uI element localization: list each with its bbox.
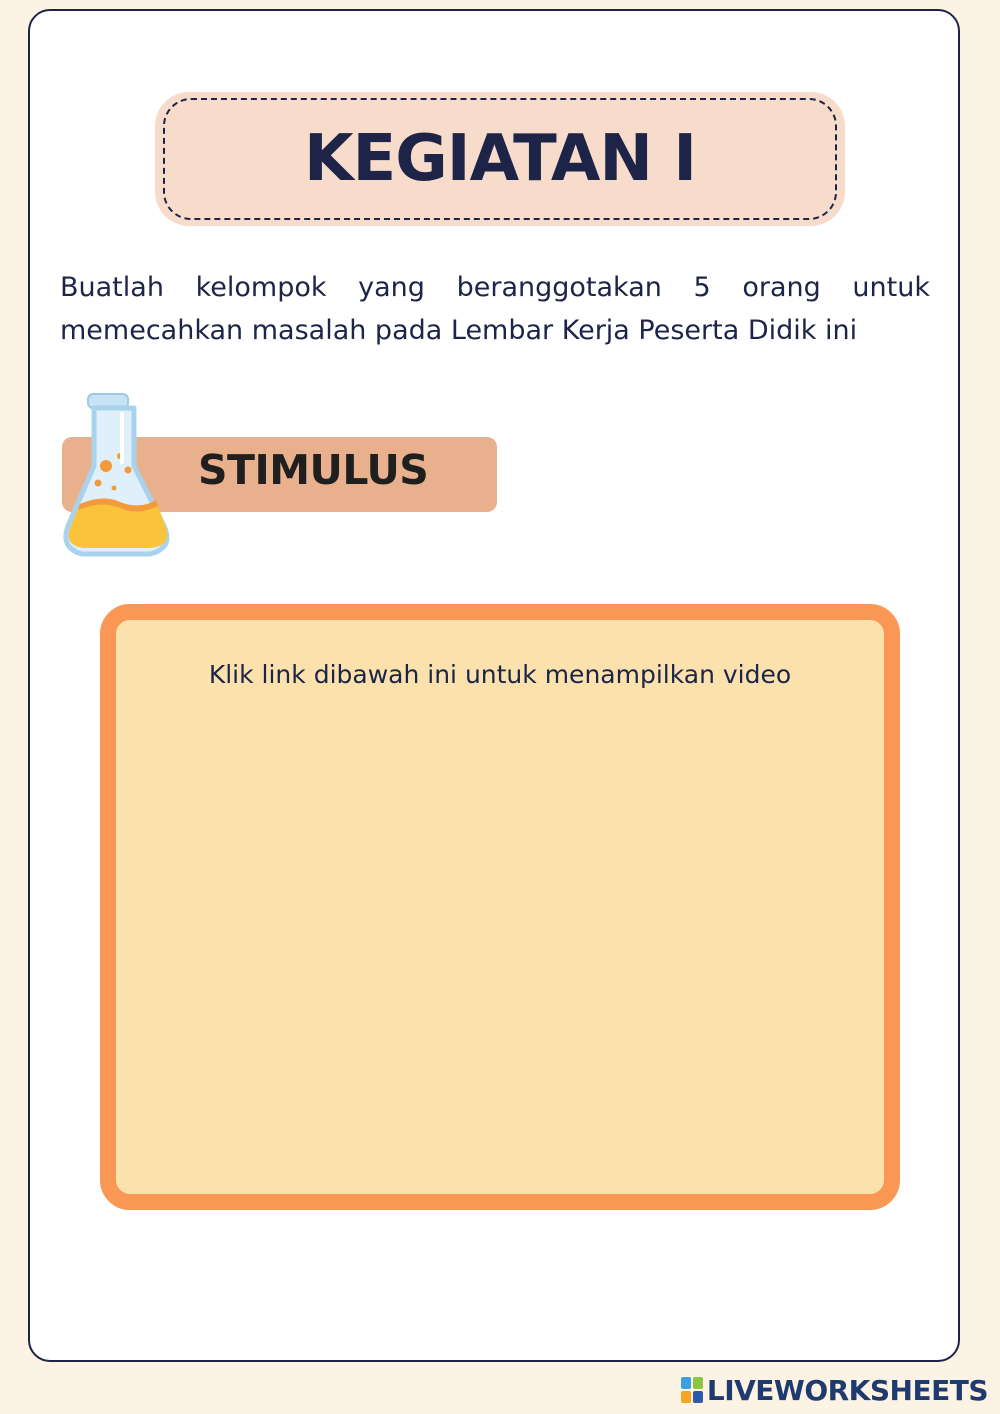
instructions-text: Buatlah kelompok yang beranggotakan 5 orang untuk memecahkan masalah pada Lembar Kerja Peserta Didik ini (60, 272, 930, 346)
title-dashed-border (163, 98, 837, 220)
brand-name: LIVEWORKSHEETS (706, 1373, 988, 1407)
title-banner (155, 92, 845, 226)
liveworksheets-logo-icon (681, 1377, 703, 1403)
video-caption: Klik link dibawah ini untuk menampilkan video (208, 660, 792, 689)
video-panel (100, 604, 900, 1210)
section-label: STIMULUS (198, 446, 429, 494)
page-title: KEGIATAN I (303, 122, 697, 196)
liveworksheets-branding (681, 1372, 988, 1408)
flask-icon (58, 386, 188, 564)
